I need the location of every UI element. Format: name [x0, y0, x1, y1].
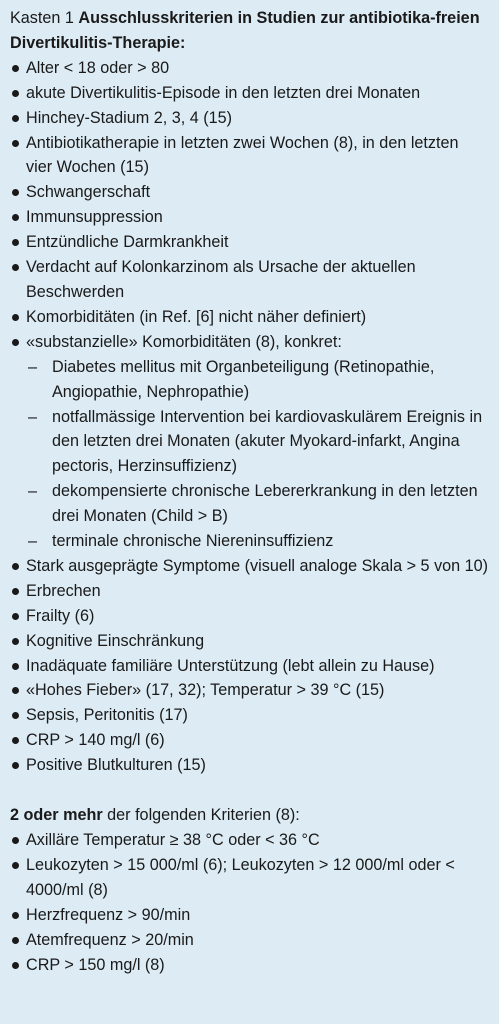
list-item: Herzfrequenz > 90/min — [10, 903, 489, 928]
list-item: Kognitive Einschränkung — [10, 629, 489, 654]
list-item: Immunsuppression — [10, 205, 489, 230]
dash-marker: – — [28, 407, 38, 426]
intro-rest: der folgenden Kriterien (8): — [102, 806, 300, 825]
list-item: «substanzielle» Komorbiditäten (8), konkret: — [10, 330, 489, 355]
spacer — [10, 778, 489, 803]
sub-list-item — [10, 355, 489, 405]
sub-list-item — [10, 479, 489, 529]
sub-list-item — [10, 529, 489, 554]
list-item: akute Divertikulitis-Episode in den letzten drei Monaten — [10, 81, 489, 106]
list-item: Axilläre Temperatur ≥ 38 °C oder < 36 °C — [10, 828, 489, 853]
criteria-list-2 — [10, 554, 489, 778]
dash-marker: – — [28, 482, 38, 501]
criteria-list-1 — [10, 56, 489, 355]
box-label: Kasten 1 — [10, 9, 74, 27]
box-heading: Ausschlusskriterien in Studien zur antibiotika-freien Divertikulitis-Therapie: — [10, 9, 480, 52]
list-item: Sepsis, Peritonitis (17) — [10, 703, 489, 728]
list-item: CRP > 150 mg/l (8) — [10, 953, 489, 978]
box-title — [10, 6, 489, 56]
sub-item-text: terminale chronische Niereninsuffizienz — [52, 532, 334, 551]
list-item: Hinchey-Stadium 2, 3, 4 (15) — [10, 106, 489, 131]
sub-item-text: notfallmässige Intervention bei kardiovaskulärem Ereignis in den letzten drei Monaten (akuter Myokard-infarkt, Angina pectoris, Herzinsuffizienz) — [52, 407, 483, 476]
list-item: Schwangerschaft — [10, 180, 489, 205]
list-item: Verdacht auf Kolonkarzinom als Ursache der aktuellen Beschwerden — [10, 255, 489, 305]
list-item: Atemfrequenz > 20/min — [10, 928, 489, 953]
intro-bold: 2 oder mehr — [10, 806, 103, 825]
list-item: Positive Blutkulturen (15) — [10, 753, 489, 778]
sub-item-text: Diabetes mellitus mit Organbeteiligung (Retinopathie, Angiopathie, Nephropathie) — [52, 357, 435, 401]
list-item: Leukozyten > 15 000/ml (6); Leukozyten > 12 000/ml oder < 4000/ml (8) — [10, 853, 489, 903]
list-item: Erbrechen — [10, 579, 489, 604]
dash-marker: – — [28, 532, 38, 551]
list-item: Entzündliche Darmkrankheit — [10, 230, 489, 255]
sub-list-item — [10, 405, 489, 480]
sub-item-text: dekompensierte chronische Lebererkrankung in den letzten drei Monaten (Child > B) — [52, 482, 478, 526]
list-item: Komorbiditäten (in Ref. [6] nicht näher definiert) — [10, 305, 489, 330]
criteria-list-3 — [10, 828, 489, 977]
dash-marker: – — [28, 357, 38, 376]
list-item: «Hohes Fieber» (17, 32); Temperatur > 39 °C (15) — [10, 678, 489, 703]
sirs-intro — [10, 803, 489, 828]
list-item: Antibiotikatherapie in letzten zwei Wochen (8), in den letzten vier Wochen (15) — [10, 131, 489, 181]
list-item: CRP > 140 mg/l (6) — [10, 728, 489, 753]
comorbidity-sublist — [10, 355, 489, 554]
list-item: Frailty (6) — [10, 604, 489, 629]
list-item: Stark ausgeprägte Symptome (visuell analoge Skala > 5 von 10) — [10, 554, 489, 579]
list-item: Inadäquate familiäre Unterstützung (lebt allein zu Hause) — [10, 654, 489, 679]
list-item: Alter < 18 oder > 80 — [10, 56, 489, 81]
